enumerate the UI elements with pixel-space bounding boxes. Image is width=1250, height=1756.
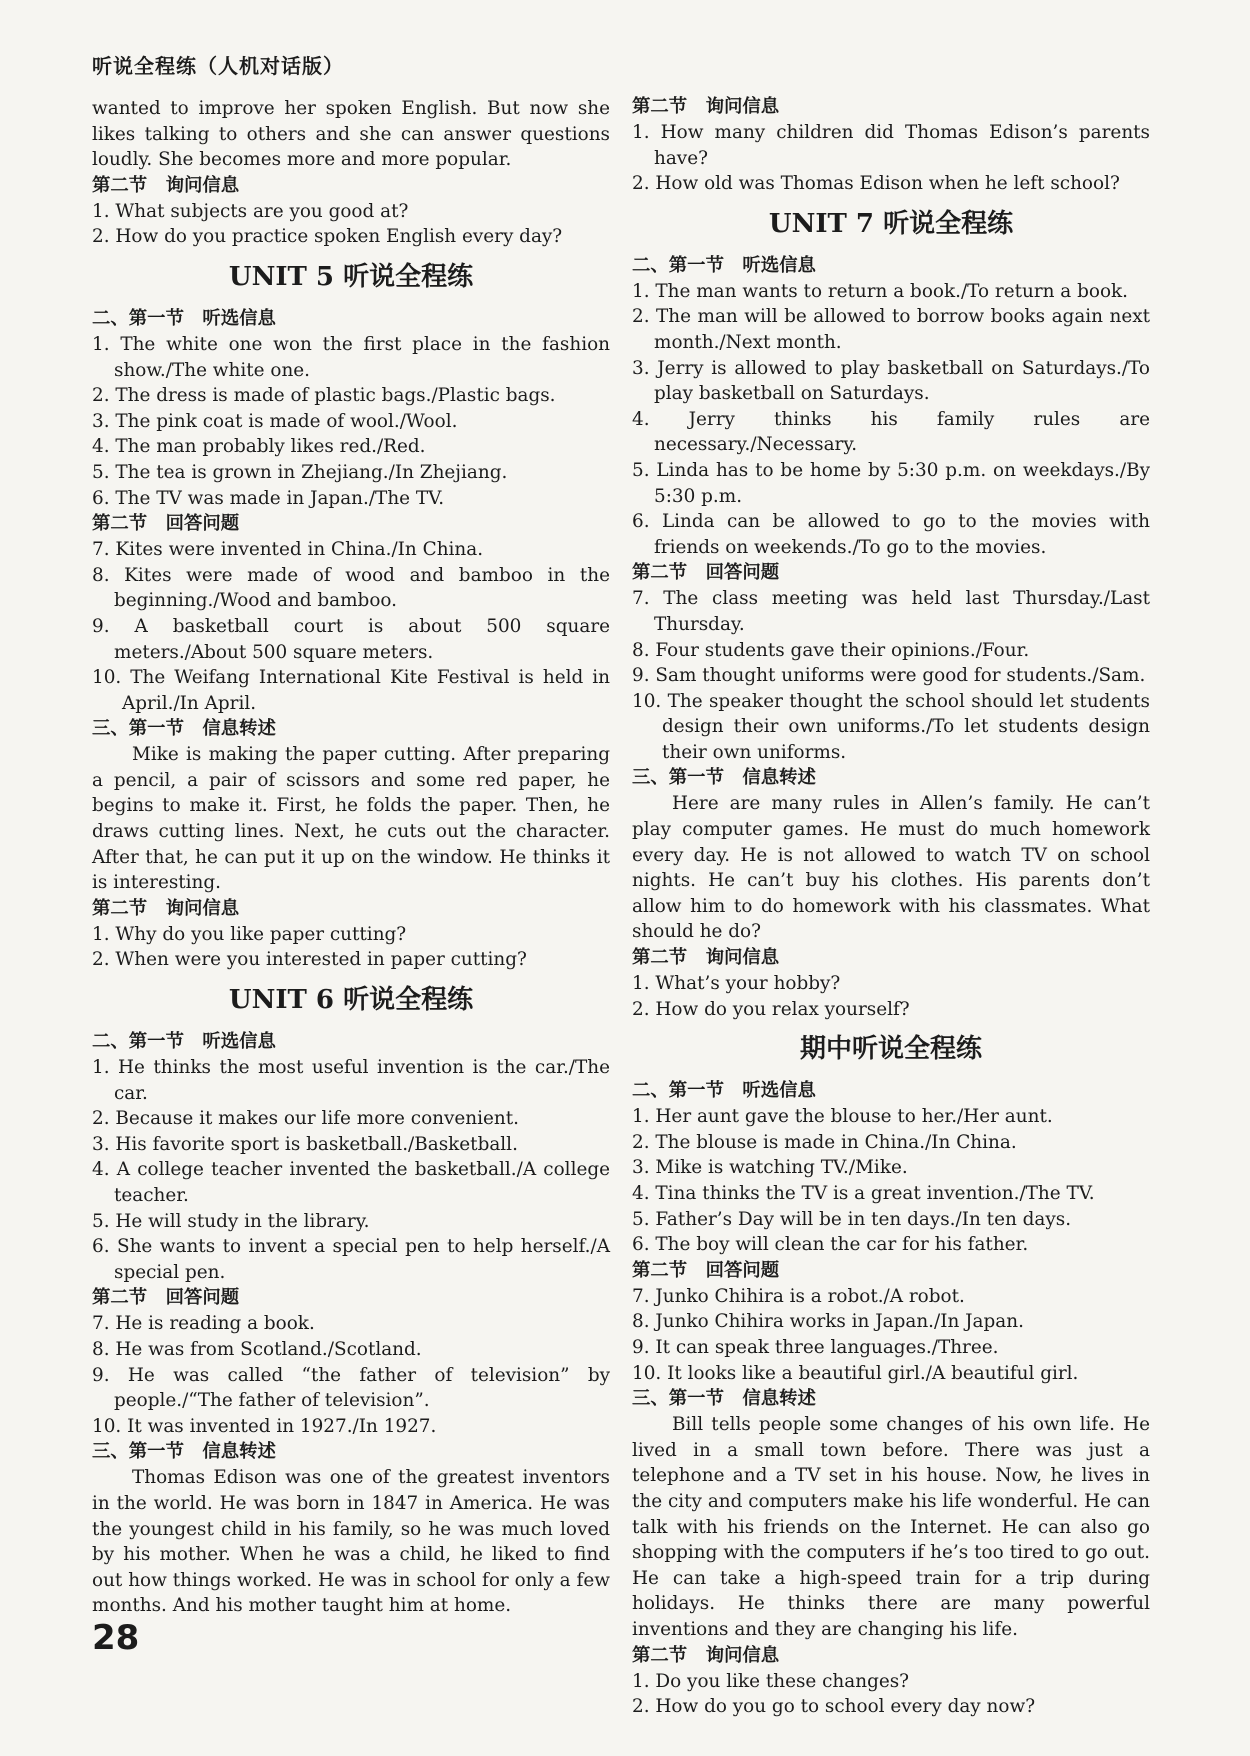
section-heading: 三、第一节 信息转述 — [92, 718, 276, 740]
right-column — [632, 94, 1150, 1720]
list-item: 2. Because it makes our life more convenient. — [92, 1108, 519, 1130]
list-item: 6. The boy will clean the car for his father. — [632, 1234, 1029, 1256]
list-item: 4. A college teacher invented the basketball./A college teacher. — [92, 1159, 610, 1206]
list-item: 1. What subjects are you good at? — [92, 200, 409, 222]
list-item: 1. How many children did Thomas Edison’s parents have? — [632, 122, 1150, 169]
list-item: 5. Linda has to be home by 5:30 p.m. on weekdays./By 5:30 p.m. — [632, 459, 1150, 507]
section-heading: 第二节 回答问题 — [632, 1259, 780, 1281]
list-item: 6. Linda can be allowed to go to the movies with friends on weekends./To go to the movies. — [632, 511, 1150, 558]
section-heading: 第二节 询问信息 — [632, 947, 780, 969]
list-item: 2. The blouse is made in China./In China. — [632, 1131, 1017, 1153]
intro-paragraph: wanted to improve her spoken English. But now she likes talking to others and she can answer questions loudly. She becomes more and more popular. — [92, 98, 610, 171]
list-item: 9. A basketball court is about 500 square meters./About 500 square meters. — [92, 615, 610, 663]
list-item: 4. Jerry thinks his family rules are necessary./Necessary. — [632, 408, 1150, 456]
page-header: 听说全程练（人机对话版） — [92, 54, 344, 78]
page-number: 28 — [92, 1618, 140, 1658]
midterm-title: 期中听说全程练 — [799, 1034, 982, 1065]
list-item: 1. Why do you like paper cutting? — [92, 923, 407, 945]
retell-paragraph: Mike is making the paper cutting. After preparing a pencil, a pair of scissors and some red paper, he begins to make it. First, he folds the paper. Then, he draws cutting lines. Next, he cuts out the character. After that, he can put it up on the window. He thinks it is interesting. — [92, 744, 610, 894]
list-item: 2. How do you relax yourself? — [632, 998, 910, 1020]
list-item: 1. What’s your hobby? — [632, 973, 841, 995]
section-heading: 第二节 回答问题 — [92, 513, 240, 535]
unit-5-title: UNIT 5 听说全程练 — [228, 261, 474, 292]
list-item: 5. He will study in the library. — [92, 1210, 370, 1232]
retell-paragraph: Thomas Edison was one of the greatest inventors in the world. He was born in 1847 in America. He was the youngest child in his family, so he was much loved by his mother. When he was a child, he liked to find out how things worked. He was in school for only a few months. And his mother taught him at home. — [92, 1467, 610, 1617]
list-item: 8. He was from Scotland./Scotland. — [92, 1338, 422, 1360]
list-item: 2. The man will be allowed to borrow books again next month./Next month. — [632, 306, 1150, 353]
list-item: 10. It was invented in 1927./In 1927. — [92, 1415, 437, 1437]
list-item: 8. Kites were made of wood and bamboo in the beginning./Wood and bamboo. — [92, 564, 610, 612]
list-item: 6. She wants to invent a special pen to help herself./A special pen. — [92, 1236, 610, 1283]
left-column — [92, 96, 610, 1619]
list-item: 10. The Weifang International Kite Festival is held in April./In April. — [92, 667, 610, 714]
section-heading: 第二节 回答问题 — [92, 1287, 240, 1309]
section-heading: 第二节 询问信息 — [632, 1644, 780, 1666]
section-heading: 三、第一节 信息转述 — [92, 1441, 276, 1463]
section-heading: 二、第一节 听选信息 — [92, 307, 276, 329]
retell-paragraph: Here are many rules in Allen’s family. He can’t play computer games. He must do much homework every day. He is not allowed to watch TV on school nights. He can’t buy his clothes. His parents don’t allow him to do homework with his classmates. What should he do? — [632, 793, 1150, 943]
list-item: 7. The class meeting was held last Thursday./Last Thursday. — [632, 588, 1150, 635]
list-item: 9. It can speak three languages./Three. — [632, 1336, 999, 1358]
list-item: 10. It looks like a beautiful girl./A beautiful girl. — [632, 1362, 1079, 1384]
list-item: 2. How do you practice spoken English every day? — [92, 226, 563, 248]
list-item: 3. Jerry is allowed to play basketball on Saturdays./To play basketball on Saturdays. — [632, 357, 1150, 405]
list-item: 6. The TV was made in Japan./The TV. — [92, 487, 445, 509]
section-heading: 二、第一节 听选信息 — [632, 1080, 816, 1102]
list-item: 2. When were you interested in paper cutting? — [92, 949, 527, 971]
section-heading: 第二节 询问信息 — [92, 174, 240, 196]
section-heading: 第二节 回答问题 — [632, 562, 780, 584]
list-item: 1. Do you like these changes? — [632, 1670, 910, 1692]
list-item: 7. Junko Chihira is a robot./A robot. — [632, 1285, 965, 1307]
retell-paragraph: Bill tells people some changes of his own life. He lived in a small town before. There was just a telephone and a TV set in his house. Now, he lives in the city and computers make his life wonderful. He can talk with his friends on the Internet. He can also go shopping with the computers if he’s too tired to go out. He can take a high-speed train for a trip during holidays. He thinks there are many powerful inventions and they are changing his life. — [632, 1414, 1150, 1640]
list-item: 2. How do you go to school every day now? — [632, 1696, 1036, 1718]
list-item: 3. Mike is watching TV./Mike. — [632, 1157, 908, 1179]
list-item: 4. Tina thinks the TV is a great invention./The TV. — [632, 1183, 1095, 1204]
list-item: 9. He was called “the father of television” by people./“The father of television”. — [92, 1364, 610, 1412]
section-heading: 三、第一节 信息转述 — [632, 1388, 816, 1410]
list-item: 3. His favorite sport is basketball./Basketball. — [92, 1133, 518, 1155]
unit-6-title: UNIT 6 听说全程练 — [228, 985, 474, 1016]
list-item: 2. How old was Thomas Edison when he left school? — [632, 173, 1120, 195]
section-heading: 三、第一节 信息转述 — [632, 767, 816, 789]
list-item: 9. Sam thought uniforms were good for students./Sam. — [632, 665, 1146, 687]
list-item: 1. The white one won the first place in the fashion show./The white one. — [92, 333, 610, 381]
list-item: 4. The man probably likes red./Red. — [92, 436, 426, 458]
list-item: 1. He thinks the most useful invention is the car./The car. — [92, 1057, 610, 1104]
list-item: 5. Father’s Day will be in ten days./In ten days. — [632, 1208, 1072, 1230]
section-heading: 二、第一节 听选信息 — [92, 1031, 276, 1053]
list-item: 8. Four students gave their opinions./Four. — [632, 639, 1030, 661]
list-item: 7. He is reading a book. — [92, 1313, 315, 1335]
section-heading: 二、第一节 听选信息 — [632, 254, 816, 276]
list-item: 8. Junko Chihira works in Japan./In Japan. — [632, 1311, 1024, 1333]
list-item: 2. The dress is made of plastic bags./Plastic bags. — [92, 385, 556, 407]
list-item: 1. The man wants to return a book./To return a book. — [632, 280, 1129, 302]
section-heading: 第二节 询问信息 — [92, 897, 240, 919]
list-item: 7. Kites were invented in China./In China. — [92, 539, 484, 561]
list-item: 10. The speaker thought the school should let students design their own uniforms./To let students design their own uniforms. — [632, 690, 1150, 763]
list-item: 5. The tea is grown in Zhejiang./In Zhejiang. — [92, 461, 508, 483]
unit-7-title: UNIT 7 听说全程练 — [768, 208, 1014, 239]
list-item: 1. Her aunt gave the blouse to her./Her aunt. — [632, 1106, 1053, 1128]
section-heading: 第二节 询问信息 — [632, 96, 780, 117]
list-item: 3. The pink coat is made of wool./Wool. — [92, 410, 458, 432]
